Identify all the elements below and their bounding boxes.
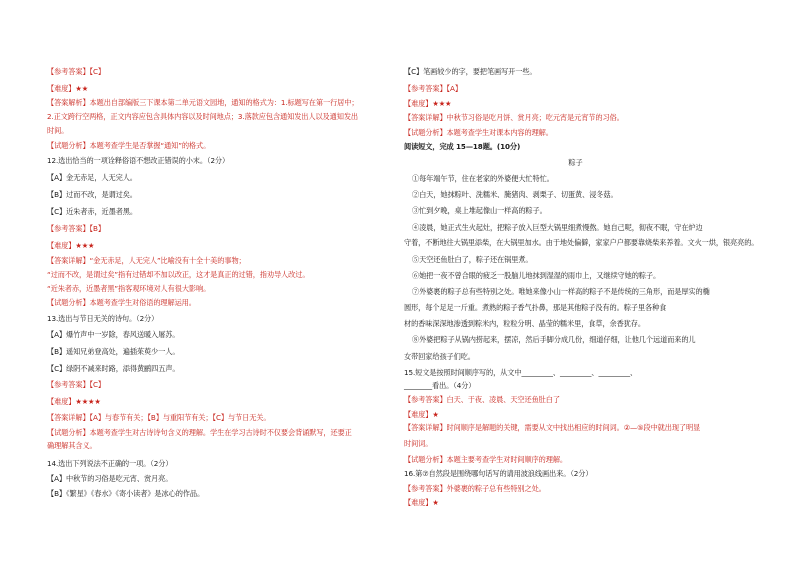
right-column-line: ②白天，她抹粽叶、洗糯米、腌猪肉、剥栗子、切蛋黄、浸冬菇。 [412, 190, 618, 199]
left-column-line: 【参考答案】【C】 [47, 67, 106, 76]
left-column-line: 【答案详解】“金无赤足，人无完人”比喻没有十全十美的事物； [47, 256, 246, 265]
right-column-line: 阅读短文，完成 15—18题。(10分) [404, 142, 521, 151]
right-column-line: 【参考答案】【A】 [404, 84, 462, 93]
left-column-line: 时间。 [47, 126, 69, 135]
right-column-line: 粽子 [568, 158, 583, 167]
left-column-line: 【A】金无赤足，人无完人。 [47, 173, 137, 182]
left-column-line: 【答案详解】【A】与春节有关；【B】与重阳节有关；【C】与节日无关。 [47, 413, 271, 422]
right-column-line: 女带回家给孩子们吃。 [404, 352, 475, 361]
right-column-line: 【难度】★ [404, 498, 439, 507]
right-column-line: ①每年端午节，住在老家的外婆便大忙特忙。 [412, 174, 554, 183]
right-column-line: 圆形，每个足足一斤重。煮熟的粽子香气扑鼻，那是其他粽子没有的。粽子里各种食 [404, 303, 667, 312]
left-column-line: 【难度】★★ [47, 84, 89, 93]
left-column-line: “近朱者赤，近墨者黑”指客观环境对人有很大影响。 [47, 284, 211, 293]
left-column-line: 【A】爆竹声中一岁除，春风送暖入屠苏。 [47, 330, 180, 339]
right-column-line: 【试题分析】本题主要考查学生对时间顺序的理解。 [404, 455, 568, 464]
left-column-line: 【答案解析】本题出自部编版三下课本第二单元语文园地，通知的格式为：1.标题写在第一行居中； [47, 98, 359, 107]
left-column-line: 13.选出与节日无关的诗句。（2分） [47, 314, 159, 323]
left-column-line: 确理解其含义。 [47, 441, 97, 450]
right-column-line: 【试题分析】本题考查学生对课本内容的理解。 [404, 128, 553, 137]
left-column-line: 【C】绿阴不减来时路，添得黄鹂四五声。 [47, 364, 180, 373]
left-column-line: 【试题分析】本题考查学生是否掌握“通知”的格式。 [47, 141, 211, 150]
left-column-line: 14.选出下列说法不正确的一项。（2分） [47, 459, 173, 468]
right-column-line: 时间词。 [404, 439, 433, 448]
right-column-line: ⑤天空还鱼肚白了，粽子还在锅里煮。 [412, 255, 533, 264]
left-column-line: 【A】中秋节的习俗是吃元宵、赏月亮。 [47, 474, 173, 483]
left-column-line: 【B】过而不改，是谓过矣。 [47, 190, 137, 199]
right-column-line: 【难度】★★★ [404, 99, 452, 108]
right-column-line: 【答案详解】中秋节习俗是吃月饼、赏月亮；吃元宵是元宵节的习俗。 [404, 113, 624, 122]
left-column-line: 【C】近朱者赤，近墨者黑。 [47, 207, 137, 216]
left-column-line: 【参考答案】【C】 [47, 380, 106, 389]
left-column-line: 【B】《繁星》《春水》《寄小读者》是冰心的作品。 [47, 489, 205, 498]
right-column-line: 【C】笔画较少的字，要把笔画写开一些。 [404, 67, 537, 76]
left-column-line: 【试题分析】本题考查学生对古诗诗句含义的理解。学生在学习古诗时不仅要会背诵默写，还要正 [47, 428, 352, 437]
right-column-line: ③忙到夕晚，桌上堆起像山一样高的粽子。 [412, 206, 547, 215]
left-column-line: 【试题分析】本题考查学生对俗语的理解运用。 [47, 298, 196, 307]
right-column-line: ⑧外婆把粽子从锅内捞起来，摆凉，然后手脚分成几份，细道仔细，让他几个远道而来的儿 [412, 335, 696, 344]
right-column-line: 15.短文是按照时间顺序写的，从文中_________、_________、_________、 [404, 368, 638, 377]
right-column-line: ⑦外婆裹的粽子总有些特别之处。唯她来像小山一样高的粽子不是传统的三角形，而是厚实的椭 [412, 287, 710, 296]
right-column-line: 【参考答案】外婆裹的粽子总有些特别之处。 [404, 484, 546, 493]
left-column-line: “过而不改，是谓过矣”指有过错却不加以改正，这才是真正的过错，指劝导人改过。 [47, 270, 310, 279]
right-column-line: 【参考答案】白天、于夜、凌晨、天空还鱼肚白了 [404, 395, 560, 404]
left-column-line: 2.正文跨行空两格，正文内容应包含具体内容以及时间地点；3.落款应包含通知发出人以及通知发出 [47, 112, 358, 121]
left-column-line: 12.选出恰当的一项诠释俗语不想改正错误的小末。（2分） [47, 156, 230, 165]
left-column-line: 【难度】★★★ [47, 241, 95, 250]
right-column-line: 【难度】★ [404, 410, 439, 419]
right-column-line: 16.第⑦自然段是围绕哪句话写的请用波浪线画出来。（2分） [404, 469, 593, 478]
right-column-line: 材的香味深深地渗透到粽米内，粒粒分明、晶莹的糯米里，食草，余香犹存。 [404, 319, 645, 328]
right-column-line: 守着，不断地往大锅里添柴，在大锅里加水。由于地处偏僻，家家户户都要靠烧柴来养着。文火一烘，银亮亮的。 [404, 238, 759, 247]
left-column-line: 【难度】★★★★ [47, 397, 101, 406]
right-column-line: ________看出。（4分） [404, 381, 476, 390]
right-column-line: ⑥她把一夜不曾合眼的疲乏一股脑儿地抹到湿湿的雨巾上，又继续守她的粽子。 [412, 271, 661, 280]
left-column-line: 【B】遥知兄弟登高处，遍插茱萸少一人。 [47, 347, 180, 356]
right-column-line: 【答案详解】时间顺序是解题的关键，需要从文中找出相应的时间词。②—⑤段中就出现了明显 [404, 423, 701, 432]
right-column-line: ④凌晨，她正式生火起灶，把粽子放入巨型大锅里细煮慢熬。她自己呢，彻夜不眠，守在炉边 [412, 223, 703, 232]
left-column-line: 【参考答案】【B】 [47, 224, 105, 233]
